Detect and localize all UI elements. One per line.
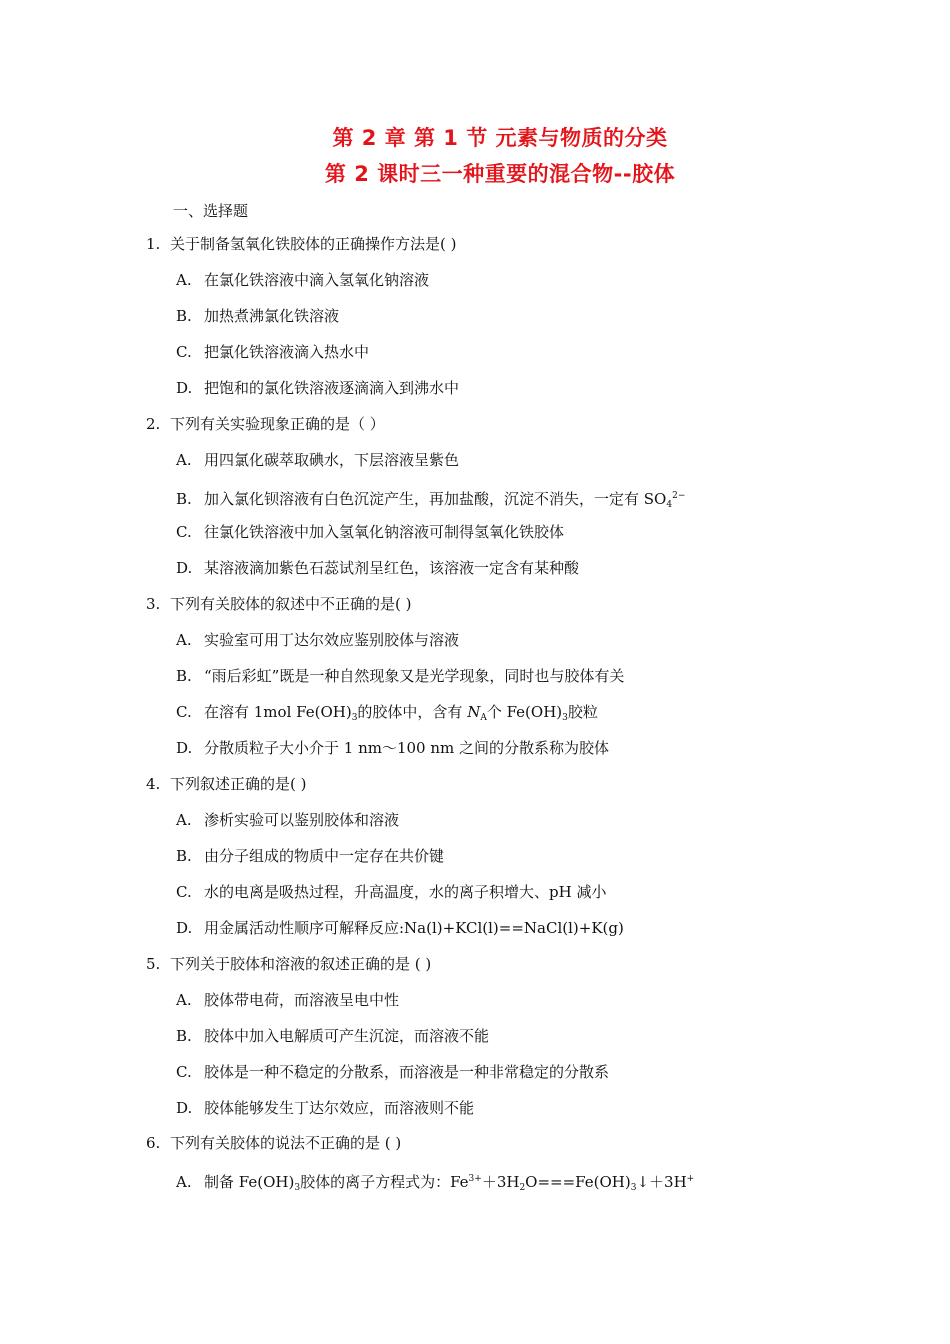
- superscript: 3+: [468, 1174, 482, 1184]
- option-letter: C.: [176, 1063, 192, 1081]
- question-4: [146, 774, 306, 794]
- subscript: 3: [562, 713, 568, 723]
- subscript: A: [480, 713, 487, 723]
- option-letter: D.: [176, 379, 193, 397]
- option-text: 制备 Fe(OH): [204, 1173, 295, 1191]
- question-stem: 下列有关胶体的说法不正确的是 ( ): [170, 1134, 402, 1152]
- lesson-title: 第 2 课时三一种重要的混合物--胶体: [324, 162, 676, 186]
- question-1: [146, 234, 456, 254]
- q3-option-a: [176, 630, 459, 650]
- option-letter: D.: [176, 559, 193, 577]
- q3-option-c: [176, 702, 598, 728]
- q5-option-d: [176, 1098, 474, 1118]
- q5-option-c: [176, 1062, 609, 1082]
- q6-option-a: [176, 1169, 694, 1198]
- question-2: [146, 414, 385, 434]
- option-letter: D.: [176, 739, 193, 757]
- section-heading: 一、选择题: [173, 202, 249, 220]
- q4-option-a: [176, 810, 399, 830]
- q2-option-d: [176, 558, 579, 578]
- option-text: 在溶有 1mol Fe(OH): [204, 703, 352, 721]
- q4-option-d: [176, 918, 624, 938]
- question-number: 6.: [146, 1134, 161, 1152]
- option-text: 用金属活动性顺序可解释反应:Na(l)+KCl(l)==NaCl(l)+K(g): [204, 919, 624, 937]
- superscript: +: [686, 1174, 695, 1184]
- q3-option-d: [176, 738, 609, 758]
- superscript: 2−: [672, 491, 686, 501]
- subscript: 3: [630, 1183, 637, 1193]
- question-stem: 下列有关胶体的叙述中不正确的是( ): [170, 595, 412, 613]
- question-3: [146, 594, 411, 614]
- option-text: 胶粒: [567, 703, 598, 721]
- option-letter: A.: [176, 1173, 192, 1191]
- option-letter: A.: [176, 811, 192, 829]
- question-6: [146, 1133, 401, 1153]
- option-text: 胶体是一种不稳定的分散系，而溶液是一种非常稳定的分散系: [204, 1063, 610, 1081]
- option-letter: D.: [176, 1099, 193, 1117]
- option-letter: B.: [176, 490, 192, 508]
- avogadro-symbol: N: [467, 703, 481, 721]
- subscript: 3: [294, 1183, 301, 1193]
- option-text: “雨后彩虹”既是一种自然现象又是光学现象，同时也与胶体有关: [204, 667, 625, 685]
- subscript: 2: [519, 1183, 526, 1193]
- option-text: 胶体的离子方程式为：Fe: [300, 1173, 469, 1191]
- q1-option-b: [176, 306, 339, 326]
- option-text: 的胶体中，含有: [357, 703, 468, 721]
- option-text: 分散质粒子大小介于 1 nm～100 nm 之间的分散系称为胶体: [204, 739, 610, 757]
- option-letter: C.: [176, 883, 192, 901]
- option-text: ↓＋3H: [636, 1173, 687, 1191]
- q5-option-a: [176, 990, 399, 1010]
- option-letter: A.: [176, 631, 192, 649]
- q1-option-d: [176, 378, 459, 398]
- option-letter: A.: [176, 271, 192, 289]
- option-text: 把饱和的氯化铁溶液逐滴滴入到沸水中: [204, 379, 460, 397]
- question-number: 2.: [146, 415, 161, 433]
- chapter-title: 第 2 章 第 1 节 元素与物质的分类: [332, 126, 668, 150]
- question-number: 3.: [146, 595, 161, 613]
- option-text: ＋3H: [481, 1173, 520, 1191]
- q1-option-a: [176, 270, 429, 290]
- q4-option-b: [176, 846, 444, 866]
- option-letter: B.: [176, 667, 192, 685]
- subscript: 4: [666, 500, 673, 510]
- option-text: 胶体能够发生丁达尔效应，而溶液则不能: [204, 1099, 475, 1117]
- question-5: [146, 954, 431, 974]
- option-text: 胶体中加入电解质可产生沉淀，而溶液不能: [204, 1027, 490, 1045]
- option-text: 实验室可用丁达尔效应鉴别胶体与溶液: [204, 631, 460, 649]
- option-letter: A.: [176, 991, 192, 1009]
- option-text: 用四氯化碳萃取碘水，下层溶液呈紫色: [204, 451, 460, 469]
- option-letter: B.: [176, 1027, 192, 1045]
- question-stem: 下列关于胶体和溶液的叙述正确的是 ( ): [170, 955, 432, 973]
- q2-option-b: [176, 486, 685, 515]
- q5-option-b: [176, 1026, 489, 1046]
- option-text: 在氯化铁溶液中滴入氢氧化钠溶液: [204, 271, 430, 289]
- option-letter: C.: [176, 343, 192, 361]
- option-text: 加入氯化钡溶液有白色沉淀产生，再加盐酸，沉淀不消失，一定有 SO: [204, 490, 667, 508]
- option-text: 个 Fe(OH): [486, 703, 563, 721]
- q3-option-b: [176, 666, 624, 686]
- q4-option-c: [176, 882, 606, 902]
- question-number: 4.: [146, 775, 161, 793]
- q1-option-c: [176, 342, 369, 362]
- option-text: 由分子组成的物质中一定存在共价键: [204, 847, 445, 865]
- question-stem: 下列有关实验现象正确的是（ ）: [170, 415, 385, 433]
- option-letter: C.: [176, 703, 192, 721]
- option-text: O===Fe(OH): [525, 1173, 631, 1191]
- question-stem: 关于制备氢氧化铁胶体的正确操作方法是( ): [170, 235, 457, 253]
- option-text: 胶体带电荷，而溶液呈电中性: [204, 991, 400, 1009]
- option-letter: B.: [176, 847, 192, 865]
- question-number: 5.: [146, 955, 161, 973]
- option-text: 往氯化铁溶液中加入氢氧化钠溶液可制得氢氧化铁胶体: [204, 523, 565, 541]
- question-stem: 下列叙述正确的是( ): [170, 775, 307, 793]
- option-letter: C.: [176, 523, 192, 541]
- subscript: 3: [351, 713, 358, 723]
- q2-option-c: [176, 522, 564, 542]
- option-letter: A.: [176, 451, 192, 469]
- q2-option-a: [176, 450, 459, 470]
- option-letter: D.: [176, 919, 193, 937]
- option-text: 水的电离是吸热过程，升高温度，水的离子积增大、pH 减小: [204, 883, 607, 901]
- option-text: 某溶液滴加紫色石蕊试剂呈红色，该溶液一定含有某种酸: [204, 559, 580, 577]
- question-number: 1.: [146, 235, 161, 253]
- option-text: 加热煮沸氯化铁溶液: [204, 307, 340, 325]
- option-letter: B.: [176, 307, 192, 325]
- option-text: 把氯化铁溶液滴入热水中: [204, 343, 370, 361]
- option-text: 渗析实验可以鉴别胶体和溶液: [204, 811, 400, 829]
